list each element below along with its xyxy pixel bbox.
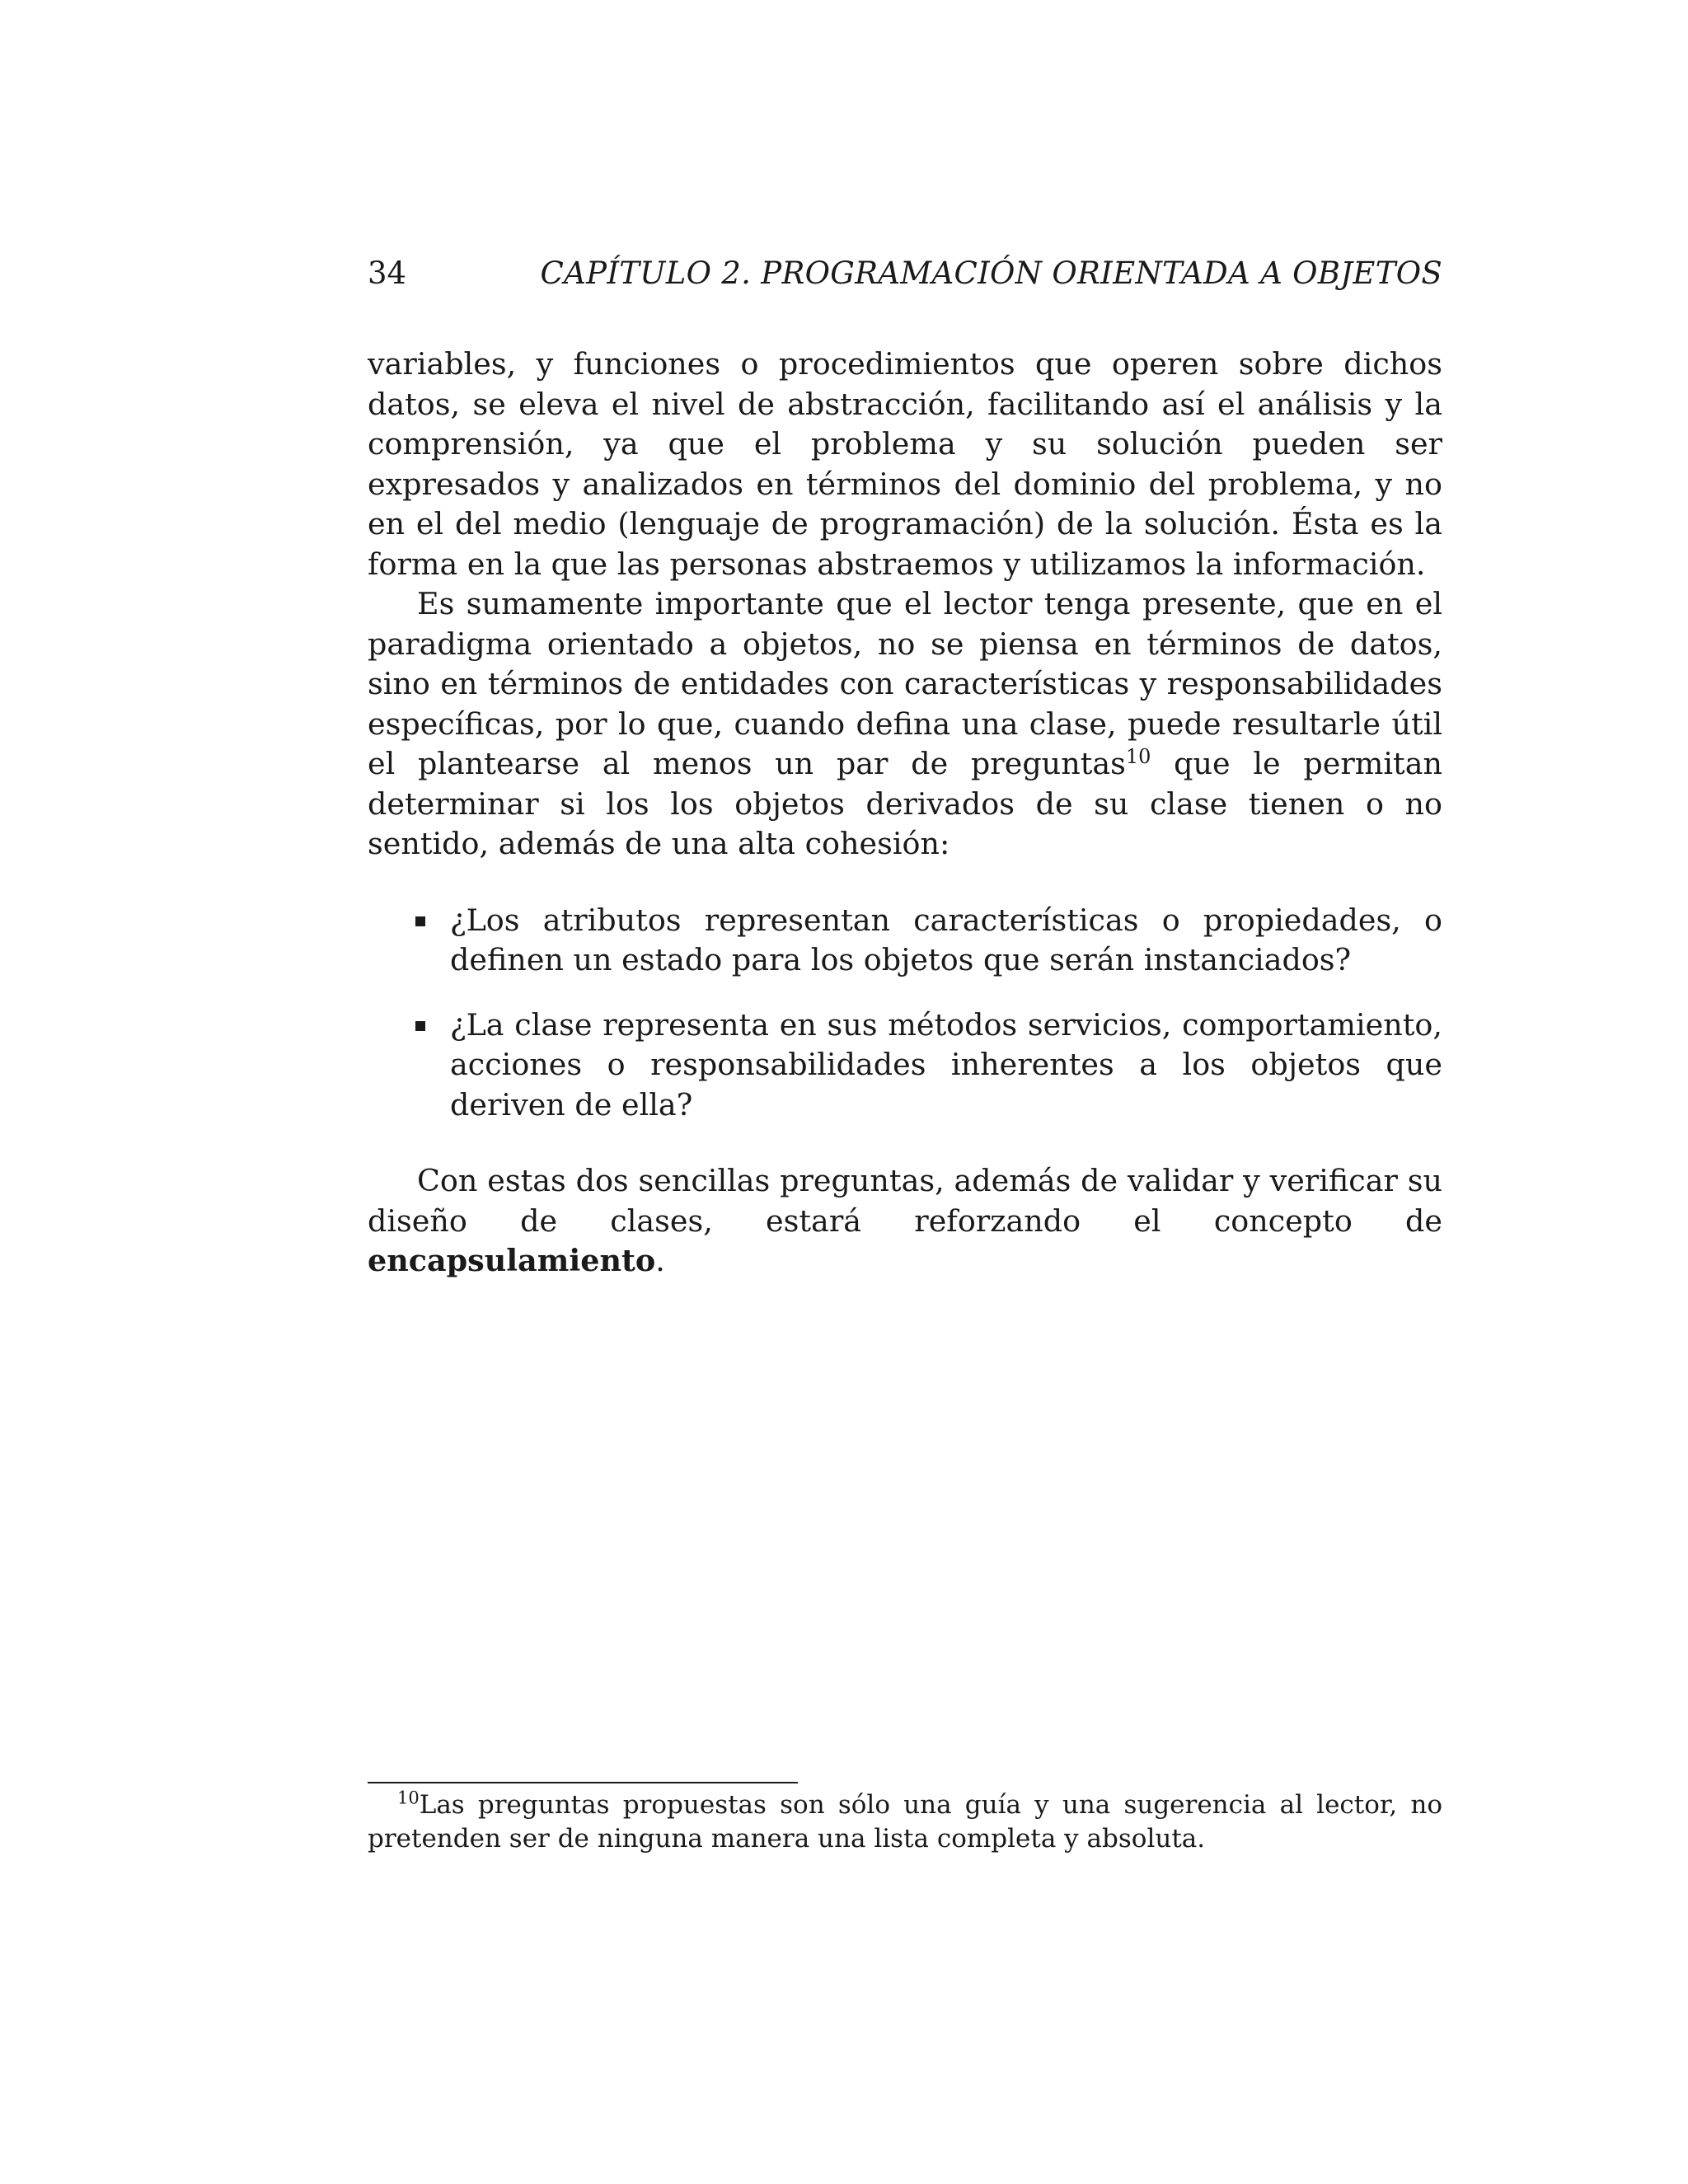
paragraph-2-text-start: Es sumamente importante que el lector tenga presente, que en el paradigma orientado a objetos, no se piensa en términos de datos, sino en términos de entidades con características y responsabilidades específicas, por lo que, cuando defina una clase, puede resultarle útil el plantearse al menos un par de preguntas — [368, 586, 1442, 781]
body-text — [368, 344, 1442, 1282]
paragraph-2-text-end: que le permitan determinar si los los objetos derivados de su clase tienen o no sentido, además de una alta cohesión: — [368, 746, 1442, 861]
footnote-divider — [368, 1782, 798, 1783]
footnote-reference: 10 — [1125, 744, 1151, 768]
footnote-marker: 10 — [397, 1788, 420, 1808]
footnote — [368, 1788, 1442, 1856]
question-list — [368, 901, 1442, 1126]
paragraph-3-text: Con estas dos sencillas preguntas, además de validar y verificar su diseño de clases, estará reforzando el concepto de — [368, 1163, 1442, 1239]
bold-term: encapsulamiento — [368, 1243, 656, 1278]
list-item — [368, 1005, 1442, 1126]
footnote-body: Las preguntas propuestas son sólo una guía y una sugerencia al lector, no pretenden ser de ninguna manera una lista completa y absoluta. — [368, 1790, 1442, 1854]
paragraph-3 — [368, 1161, 1442, 1282]
footnote-text — [368, 1788, 1442, 1856]
paragraph-1: variables, y funciones o procedimientos que operen sobre dichos datos, se eleva el nivel de abstracción, facilitando así el análisis y la comprensión, ya que el problema y su solución pueden ser expresados y analizados en términos del dominio del problema, y no en el del medio (lenguaje de programación) de la solución. Ésta es la forma en la que las personas abstraemos y utilizamos la información. — [368, 346, 1442, 582]
page-number: 34 — [368, 255, 407, 291]
list-item-text: ¿La clase representa en sus métodos servicios, comportamiento, acciones o responsabilidades inherentes a los objetos que deriven de ella? — [450, 1006, 1442, 1122]
list-item — [368, 901, 1442, 981]
square-bullet-icon — [415, 916, 425, 926]
paragraph-2 — [368, 584, 1442, 865]
square-bullet-icon — [415, 1021, 425, 1031]
page-header — [368, 255, 1442, 297]
paragraph-3-period: . — [655, 1243, 665, 1278]
list-item-text: ¿Los atributos representan características o propiedades, o definen un estado para los objetos que serán instanciados? — [450, 902, 1442, 977]
running-head: CAPÍTULO 2. PROGRAMACIÓN ORIENTADA A OBJETOS — [540, 255, 1442, 291]
